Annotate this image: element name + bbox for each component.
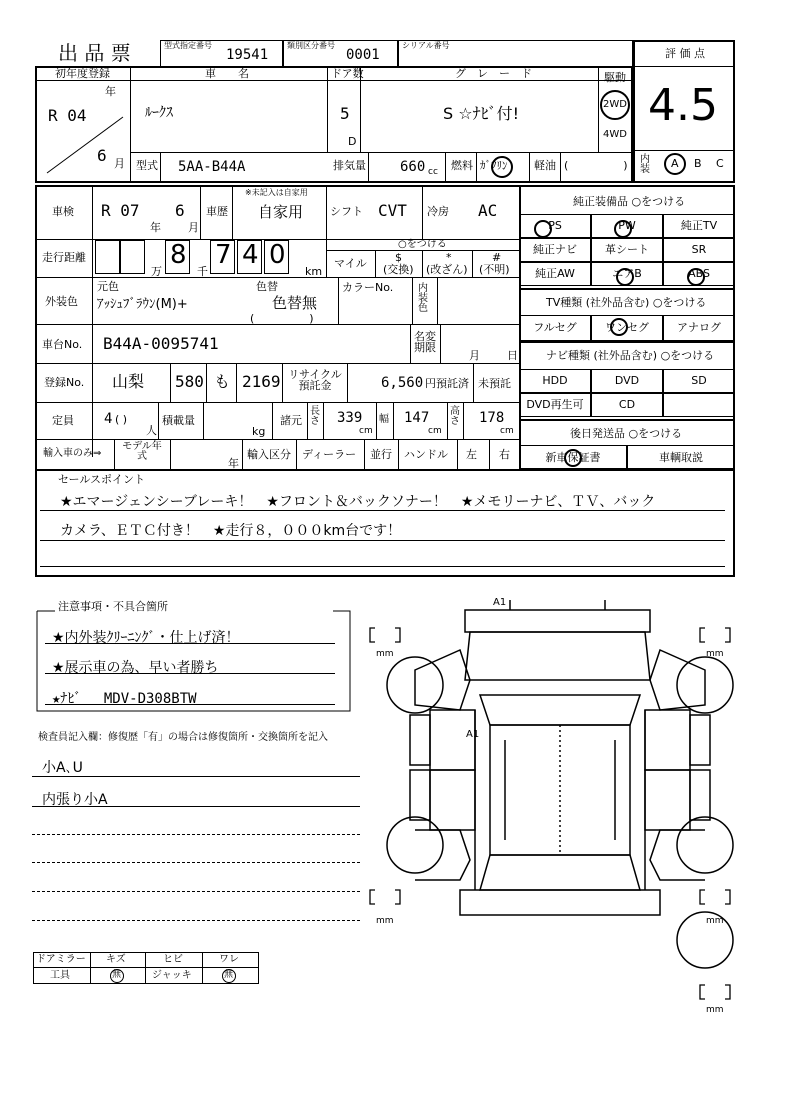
- height-label: 高さ: [450, 406, 460, 427]
- km-unit: km: [305, 265, 323, 278]
- exchange-b: (交換): [383, 263, 414, 276]
- first-reg-month: 6: [97, 146, 107, 165]
- note-line-2: ★ﾅﾋﾞ MDV-D308BTW: [52, 691, 197, 707]
- ac: AC: [478, 201, 498, 220]
- history-note: ※未記入は自家用: [245, 188, 308, 197]
- equipment-item: 純正AW: [535, 267, 575, 280]
- class-no: 0001: [346, 47, 380, 63]
- td-tools: 工具: [50, 970, 70, 981]
- later-circle: [564, 449, 582, 467]
- model-year-label: モデル年式: [122, 441, 162, 462]
- inspector-line-0: 小A､U: [42, 760, 83, 776]
- mile-label: マイル: [334, 257, 367, 270]
- type-no-label: 型式指定番号: [164, 41, 212, 50]
- th-kizu: キズ: [106, 954, 126, 965]
- grade: S ☆ﾅﾋﾞ付!: [443, 104, 520, 123]
- equipment-item: PS: [548, 219, 562, 232]
- load-unit: kg: [252, 425, 266, 438]
- equipment-circle: [534, 220, 552, 238]
- handle: ハンドル: [404, 448, 448, 461]
- th-ware: ワレ: [219, 954, 239, 965]
- orig-color-label: 元色: [97, 280, 119, 293]
- inspection-label: 車検: [52, 205, 74, 218]
- recycle-label: リサイクル預託金: [288, 368, 342, 392]
- reg-kana: も: [214, 372, 231, 391]
- name-change-label: 名変期限: [414, 330, 436, 354]
- mark-label: ○をつける: [398, 239, 447, 250]
- nav-item: HDD: [542, 374, 568, 387]
- unknown-a: #: [492, 251, 502, 264]
- mileage-label: 走行距離: [42, 251, 86, 264]
- mm-rr: mm: [706, 916, 724, 926]
- first-reg-year: R 04: [48, 106, 87, 125]
- inspection-year-unit: 年: [150, 221, 161, 234]
- name-change-month: 月: [469, 349, 480, 362]
- grade-label: グ レ ー ド: [455, 67, 532, 80]
- equipment-item: 革シート: [605, 243, 649, 256]
- sales-line2: カメラ、ＥＴＣ付き！ ★走行８，０００km台です！: [60, 523, 402, 539]
- nav-item: SD: [691, 374, 707, 387]
- tamper-a: *: [446, 251, 452, 264]
- sales-label: セールスポイント: [58, 473, 146, 486]
- repaint: 色替無: [272, 294, 318, 312]
- import-type-label: 輸入区分: [247, 448, 291, 461]
- capacity-paren: ( ): [115, 413, 128, 426]
- interior-c: C: [716, 157, 724, 170]
- drive-label: 駆動: [604, 71, 626, 84]
- tamper-b: (改ざん): [426, 263, 468, 276]
- repaint-label: 色替: [256, 280, 278, 293]
- inspection-month-unit: 月: [188, 221, 199, 234]
- history-label: 車歴: [206, 205, 228, 218]
- import-label: 輸入車のみ⇒: [43, 448, 102, 459]
- orig-color: ｱｯｼｭﾌﾞﾗｳﾝ(M)+: [97, 297, 188, 312]
- car-name: ﾙｰｸｽ: [145, 105, 173, 121]
- fuel-label: 燃料: [451, 159, 473, 172]
- recycle-status: 未預託: [478, 377, 511, 390]
- length-cm: cm: [359, 426, 373, 436]
- doors-suffix: D: [348, 135, 357, 148]
- front-bumper-mark: A1: [493, 597, 507, 608]
- later-item: 新車保証書: [545, 451, 601, 464]
- nav-item: DVD: [614, 374, 640, 387]
- equipment-item: SR: [691, 243, 707, 256]
- sheet-title: 出 品 票: [58, 41, 131, 65]
- color-no-label: カラーNo.: [342, 281, 394, 294]
- th-mirror: ドアミラー: [36, 954, 86, 965]
- fuel-gasoline: ｶﾞｿﾘﾝ: [480, 159, 508, 172]
- reg-label: 登録No.: [44, 376, 85, 389]
- recycle-unit: 円預託済: [425, 377, 469, 390]
- equipment-item: ABS: [688, 267, 710, 280]
- man-unit: 万: [151, 265, 162, 278]
- mm-fr: mm: [706, 649, 724, 659]
- mileage-digit: 8: [170, 240, 187, 270]
- capacity: 4: [104, 411, 113, 427]
- equipment-item: 純正TV: [680, 219, 718, 232]
- reg-num: 2169: [242, 372, 281, 391]
- inspector-label: 検査員記入欄：修復歴「有」の場合は修復箇所・交換箇所を記入: [38, 732, 328, 743]
- score-label: 評 価 点: [665, 47, 705, 60]
- history: 自家用: [258, 203, 304, 221]
- sales-line1: ★エマージェンシーブレーキ！ ★フロント＆バックソナー！ ★メモリーナビ、ＴＶ、バック: [60, 494, 656, 510]
- equipment-item: 純正ナビ: [533, 243, 577, 256]
- th-hibi: ヒビ: [163, 954, 183, 965]
- mm-rl: mm: [376, 916, 394, 926]
- equipment-circle: [687, 268, 705, 286]
- month-unit: 月: [114, 157, 125, 170]
- color-label: 外装色: [45, 295, 78, 308]
- fuel-gasoline-circle: [491, 156, 513, 178]
- chassis: B44A-0095741: [103, 334, 219, 353]
- inspection: R 07: [101, 201, 140, 220]
- later-title: 後日発送品 ○をつける: [570, 427, 683, 440]
- year-unit: 年: [105, 85, 116, 98]
- mileage-digit: 0: [269, 240, 286, 270]
- td-jack-none: 無: [224, 970, 234, 980]
- exchange-a: $: [395, 251, 402, 264]
- mileage-digit-box: [95, 240, 120, 274]
- left-handle: 左: [466, 448, 477, 461]
- width-label: 幅: [379, 414, 389, 425]
- interior-label: 内装: [640, 154, 650, 175]
- drive-2wd: 2WD: [603, 99, 627, 110]
- td-jack: ジャッキ: [152, 970, 192, 981]
- nav-title: ナビ種類 (社外品含む) ○をつける: [546, 349, 715, 362]
- unknown-b: (不明): [479, 263, 510, 276]
- nav-item: DVD再生可: [526, 398, 584, 411]
- reg-class: 580: [175, 372, 204, 391]
- chassis-label: 車台No.: [42, 338, 83, 351]
- interior-color-label: 内装色: [418, 283, 428, 314]
- shift: CVT: [378, 201, 407, 220]
- displacement-label: 排気量: [333, 159, 366, 172]
- width-cm: cm: [428, 426, 442, 436]
- model-label: 型式: [136, 159, 158, 172]
- import-year-unit: 年: [228, 457, 239, 470]
- nav-cell: [663, 393, 735, 417]
- spec-label: 諸元: [280, 414, 302, 427]
- shift-label: シフト: [330, 205, 363, 218]
- tv-circle: [610, 318, 628, 336]
- type-no: 19541: [226, 47, 269, 63]
- td-tools-none: 無: [112, 970, 122, 980]
- ac-label: 冷房: [427, 205, 449, 218]
- equipment-circle: [614, 220, 632, 238]
- score-value: 4.5: [648, 80, 718, 131]
- repaint-paren: ( ): [250, 312, 314, 325]
- fuel-paren: ( ): [564, 159, 628, 172]
- mm-spare: mm: [706, 1005, 724, 1015]
- sen-unit: 千: [197, 265, 208, 278]
- model: 5AA-B44A: [178, 159, 246, 175]
- later-item: 車輌取説: [659, 451, 703, 464]
- car-name-label: 車 名: [205, 67, 249, 80]
- capacity-label: 定員: [52, 414, 74, 427]
- length-label: 長さ: [310, 406, 320, 427]
- equipment-title: 純正装備品 ○をつける: [573, 195, 686, 208]
- mileage-digit-box: [120, 240, 145, 274]
- nav-item: CD: [618, 398, 636, 411]
- doors: 5: [340, 104, 350, 123]
- width: 147: [404, 410, 430, 426]
- displacement: 660: [400, 159, 426, 175]
- inspector-line-1: 内張り小A: [42, 792, 108, 808]
- equipment-circle: [616, 268, 634, 286]
- reg-area: 山梨: [112, 372, 145, 391]
- length: 339: [337, 410, 363, 426]
- height: 178: [479, 410, 505, 426]
- tv-item: フルセグ: [533, 321, 577, 334]
- serial-label: シリアル番号: [402, 41, 450, 50]
- interior-a: A: [671, 157, 679, 170]
- tv-item: アナログ: [677, 321, 721, 334]
- class-no-label: 類別区分番号: [287, 41, 335, 50]
- doors-label: ドア数: [331, 67, 364, 80]
- cc-unit: cc: [428, 167, 438, 177]
- right-handle: 右: [499, 448, 510, 461]
- tv-title: TV種類 (社外品含む) ○をつける: [546, 296, 707, 309]
- parallel: 並行: [370, 448, 392, 461]
- first-reg-label: 初年度登録: [55, 67, 110, 80]
- drive-4wd: 4WD: [603, 129, 627, 140]
- inspection-month: 6: [175, 201, 185, 220]
- roof-mark: A1: [466, 729, 480, 740]
- equipment-item: PW: [618, 219, 636, 232]
- fuel-diesel: 軽油: [534, 159, 556, 172]
- interior-b: B: [694, 157, 702, 170]
- recycle: 6,560: [381, 375, 424, 391]
- tv-item: ワンセグ: [605, 321, 649, 334]
- height-cm: cm: [500, 426, 514, 436]
- date-divider-line: [45, 115, 125, 175]
- name-change-day: 日: [507, 349, 518, 362]
- note-line-0: ★内外装ｸﾘｰﾆﾝｸﾞ・仕上げ済！: [52, 630, 240, 646]
- mileage-digit: 4: [242, 240, 259, 270]
- capacity-unit: 人: [146, 424, 157, 437]
- note-line-1: ★展示車の為、早い者勝ち: [52, 660, 219, 676]
- load-label: 積載量: [162, 414, 195, 427]
- dealer: ディーラー: [302, 448, 357, 461]
- mileage-digit: 7: [215, 240, 232, 270]
- mm-fl: mm: [376, 649, 394, 659]
- notes-label: 注意事項・不具合箇所: [58, 600, 168, 613]
- equipment-item: エアB: [612, 267, 642, 280]
